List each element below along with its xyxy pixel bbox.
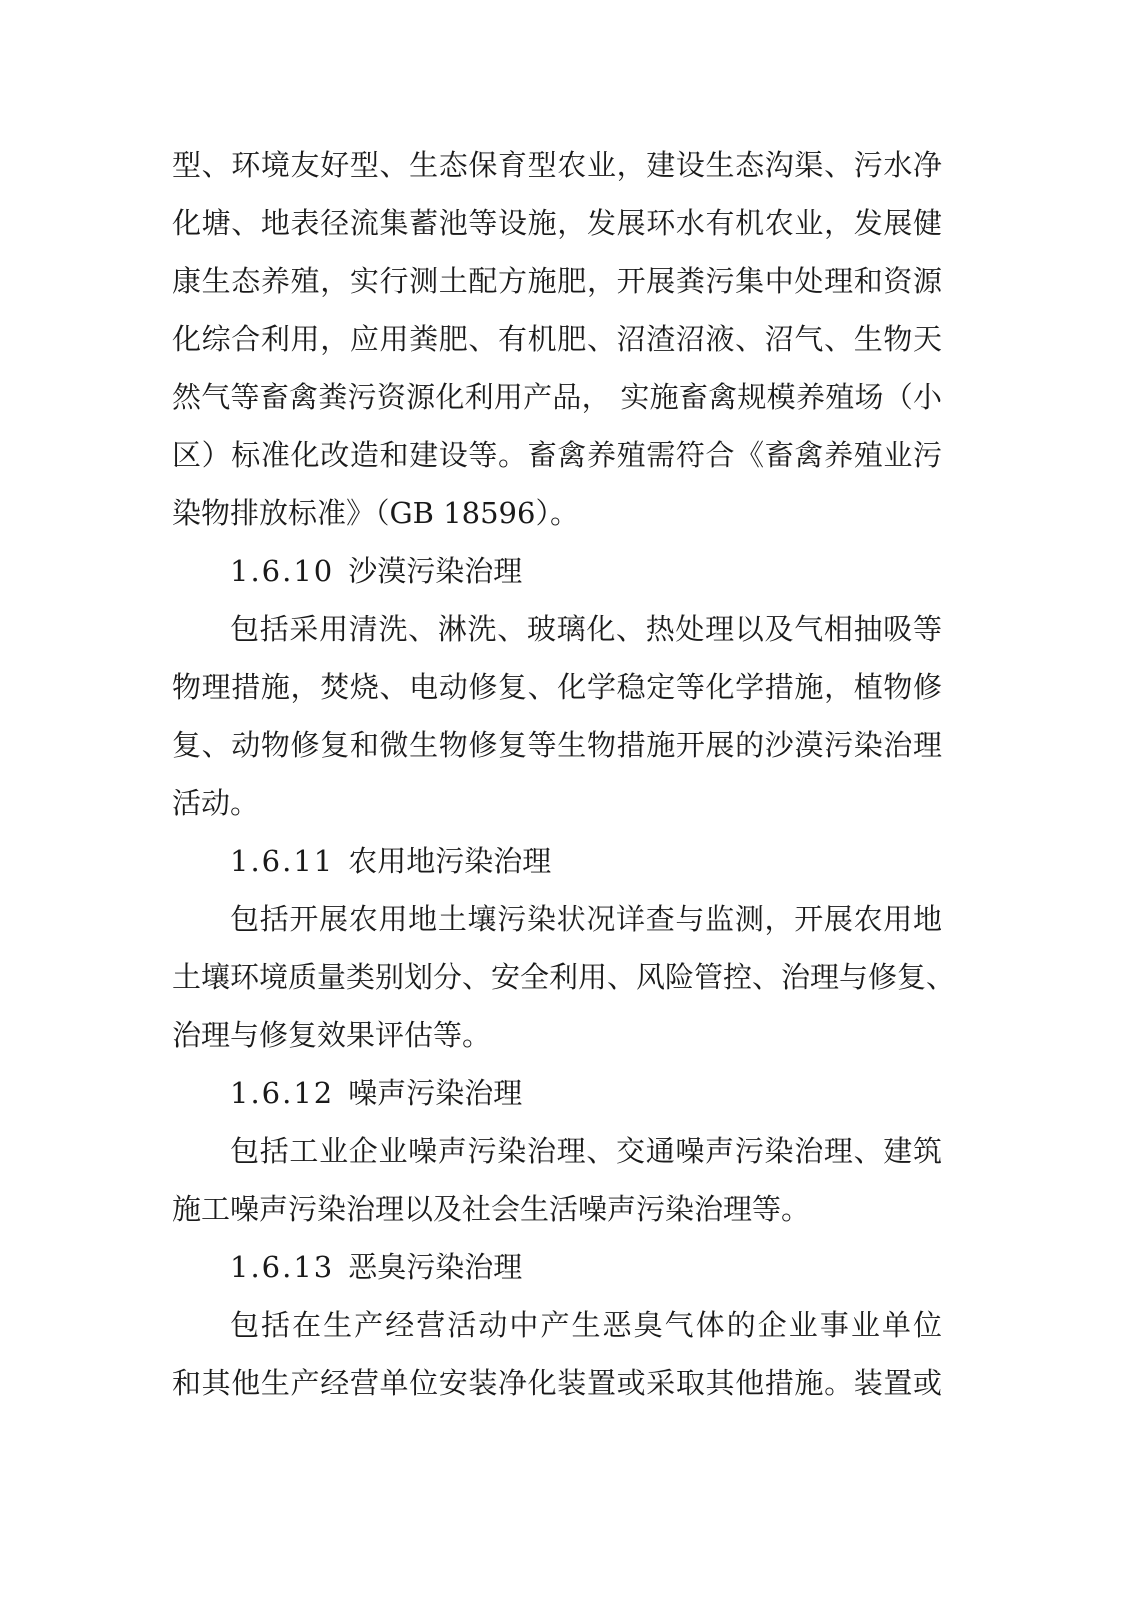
section-heading — [230, 1247, 522, 1287]
paragraph-line: 物理措施，焚烧、电动修复、化学稳定等化学措施，植物修 — [172, 670, 942, 704]
section-title: 农用地污染治理 — [348, 844, 552, 878]
paragraph-line: 包括工业企业噪声污染治理、交通噪声污染治理、建筑 — [230, 1134, 942, 1168]
paragraph-line: 复、动物修复和微生物修复等生物措施开展的沙漠污染治理 — [172, 728, 942, 762]
paragraph-line: 包括采用清洗、淋洗、玻璃化、热处理以及气相抽吸等 — [230, 612, 942, 646]
paragraph-line: 染物排放标准》（GB 18596）。 — [172, 496, 579, 530]
paragraph-line: 和其他生产经营单位安装净化装置或采取其他措施。装置或 — [172, 1366, 942, 1400]
section-number: 1.6.13 — [230, 1250, 335, 1284]
paragraph-line: 治理与修复效果评估等。 — [172, 1018, 492, 1052]
paragraph-line: 土壤环境质量类别划分、安全利用、风险管控、治理与修复、 — [172, 960, 956, 994]
section-heading — [230, 551, 522, 591]
section-heading — [230, 1073, 522, 1113]
paragraph-line: 包括在生产经营活动中产生恶臭气体的企业事业单位 — [230, 1308, 942, 1342]
section-number: 1.6.12 — [230, 1076, 335, 1110]
paragraph-line: 化综合利用，应用粪肥、有机肥、沼渣沼液、沼气、生物天 — [172, 322, 942, 356]
paragraph-line: 活动。 — [172, 786, 260, 820]
paragraph-line: 区）标准化改造和建设等。畜禽养殖需符合《畜禽养殖业污 — [172, 438, 942, 472]
section-title: 沙漠污染治理 — [348, 554, 523, 588]
paragraph-line: 包括开展农用地土壤污染状况详查与监测，开展农用地 — [230, 902, 942, 936]
paragraph-line: 康生态养殖，实行测土配方施肥，开展粪污集中处理和资源 — [172, 264, 942, 298]
section-heading — [230, 841, 551, 881]
section-title: 噪声污染治理 — [348, 1076, 523, 1110]
paragraph-line: 施工噪声污染治理以及社会生活噪声污染治理等。 — [172, 1192, 811, 1226]
section-title: 恶臭污染治理 — [348, 1250, 523, 1284]
paragraph-line: 化塘、地表径流集蓄池等设施，发展环水有机农业，发展健 — [172, 206, 942, 240]
section-number: 1.6.11 — [230, 844, 335, 878]
section-number: 1.6.10 — [230, 554, 335, 588]
paragraph-line: 型、环境友好型、生态保育型农业，建设生态沟渠、污水净 — [172, 148, 942, 182]
paragraph-line: 然气等畜禽粪污资源化利用产品， 实施畜禽规模养殖场（小 — [172, 380, 942, 414]
